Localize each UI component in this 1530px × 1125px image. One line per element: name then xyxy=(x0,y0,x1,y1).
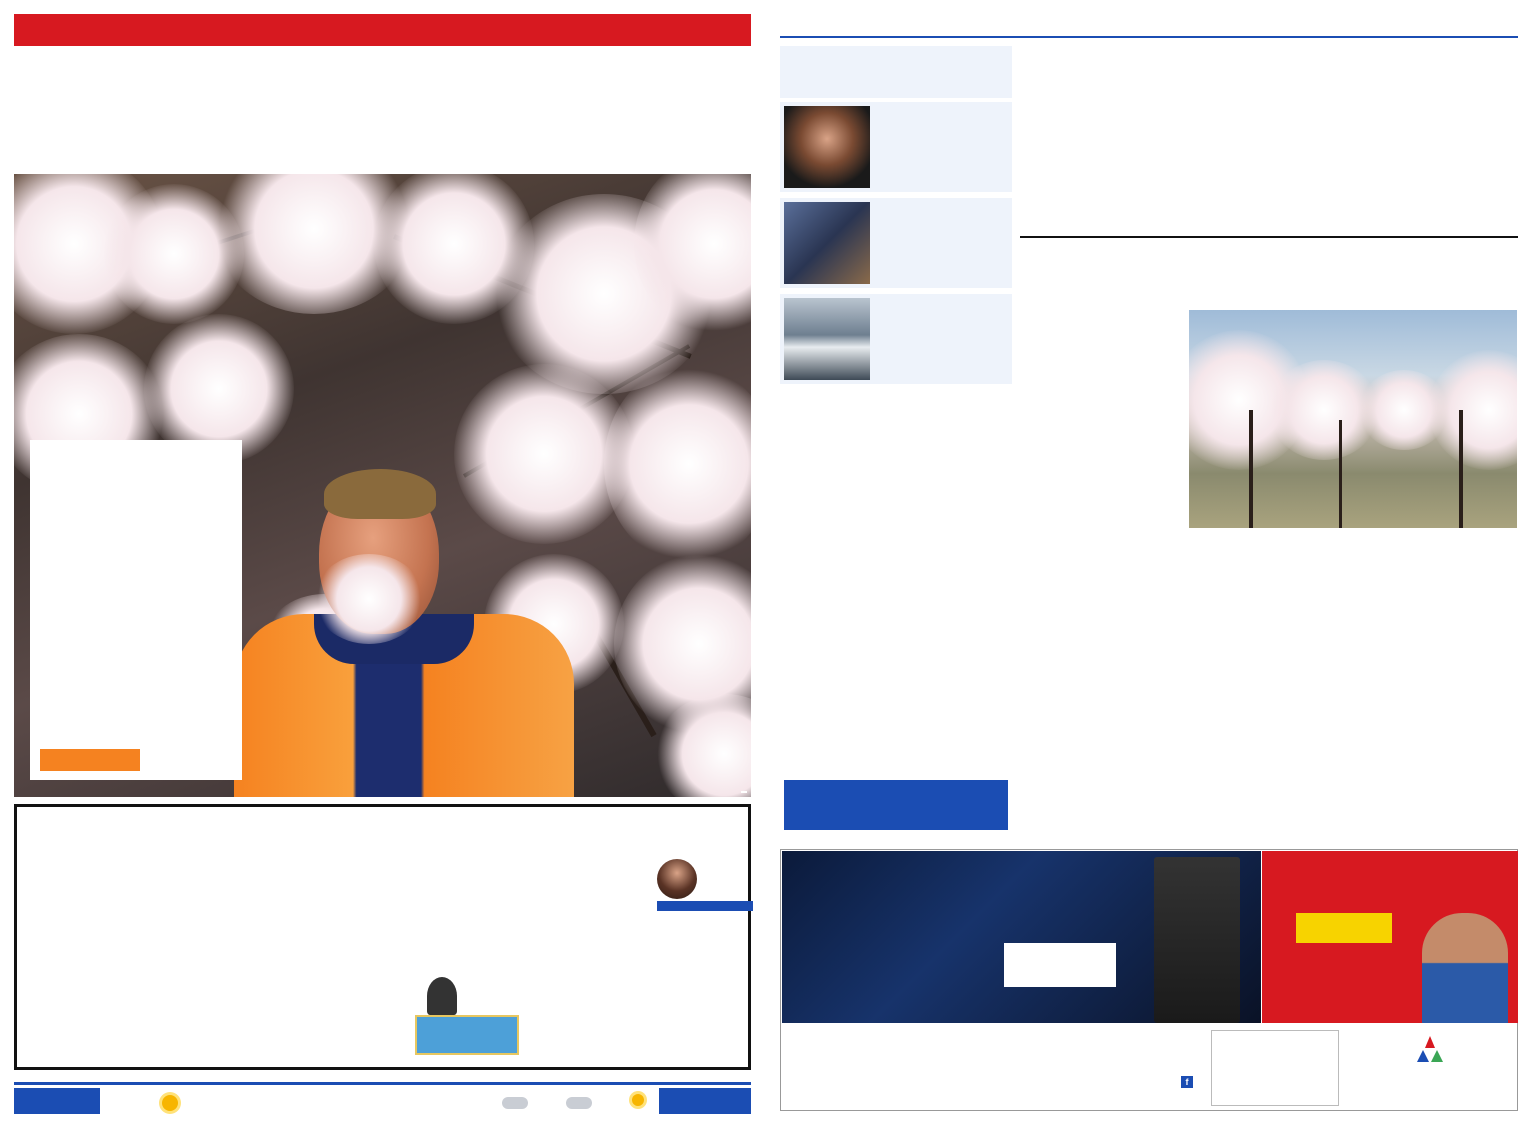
teaser-nation[interactable] xyxy=(780,198,1012,288)
teaser-photo xyxy=(784,298,870,380)
sidebar xyxy=(780,46,1012,836)
tv-offer xyxy=(1262,851,1518,1023)
ad-model-photo xyxy=(1422,913,1508,1023)
housing-story xyxy=(14,804,751,1070)
swan-icon xyxy=(427,977,457,1015)
sun-cloud-icon xyxy=(632,1094,644,1106)
teaser-world[interactable] xyxy=(780,294,1012,384)
sidebar-logo xyxy=(780,46,1012,98)
tri-state-mark-icon xyxy=(1415,1034,1445,1064)
home-delivery-banner[interactable] xyxy=(784,780,1008,830)
photo-credit xyxy=(741,791,747,793)
sun-icon xyxy=(162,1095,178,1111)
tri-state-logo-small xyxy=(1004,943,1116,987)
weather-strip xyxy=(14,1082,751,1112)
teaser-photo xyxy=(784,106,870,188)
promo-banner[interactable] xyxy=(14,14,751,46)
page-two xyxy=(765,0,1530,1125)
weather-label xyxy=(14,1088,100,1114)
lottery-box xyxy=(784,626,1008,629)
toshiba-box xyxy=(1211,1030,1339,1106)
cloud-icon xyxy=(566,1097,592,1109)
hero-story-box xyxy=(30,440,242,780)
teaser-news[interactable] xyxy=(780,102,1012,192)
phone-contacts xyxy=(784,710,860,735)
printer-image xyxy=(1154,857,1240,1023)
author-email[interactable] xyxy=(657,901,753,911)
author-avatar xyxy=(657,859,697,899)
cloud-icon xyxy=(502,1097,528,1109)
free-badge xyxy=(1296,913,1392,943)
teaser-photo xyxy=(784,202,870,284)
tri-state-logo xyxy=(1355,1034,1505,1104)
full-report-link[interactable] xyxy=(659,1088,751,1114)
tri-state-advert[interactable] xyxy=(780,849,1518,1111)
facebook-icon[interactable]: f xyxy=(1181,1076,1193,1088)
orchard-photo xyxy=(1189,310,1517,528)
robinvale-logo xyxy=(407,977,527,1057)
ad-banner xyxy=(782,851,1261,1023)
story-link[interactable] xyxy=(40,749,140,771)
